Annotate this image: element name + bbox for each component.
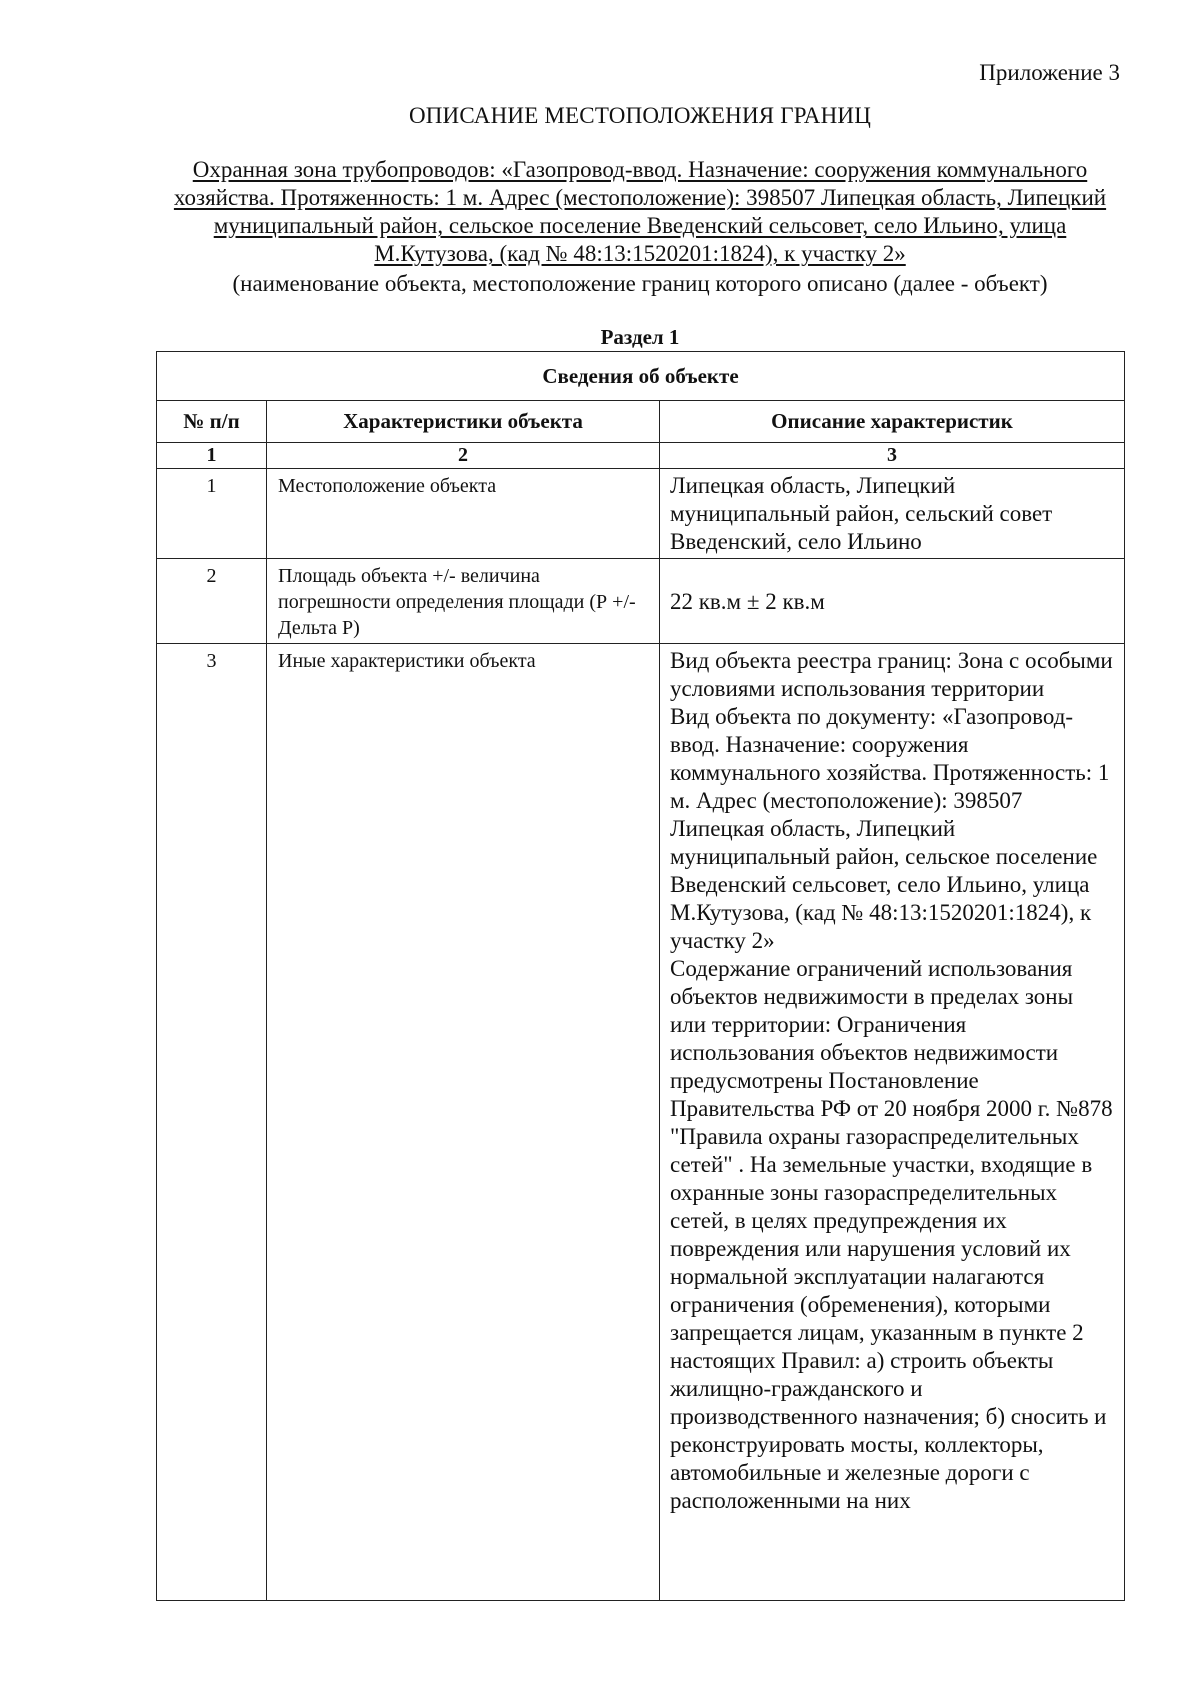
table-title: Сведения об объекте	[157, 352, 1125, 401]
object-name-line: М.Кутузова, (кад № 48:13:1520201:1824), к участку 2»	[374, 241, 906, 266]
row-characteristic: Площадь объекта +/- величина погрешности определения площади (Р +/- Дельта Р)	[267, 559, 660, 644]
row-characteristic: Иные характеристики объекта	[267, 644, 660, 1601]
row-description	[660, 559, 1125, 644]
row-description	[660, 469, 1125, 559]
object-name	[140, 156, 1140, 268]
description-paragraph: Липецкая область, Липецкий муниципальный район, сельский совет Введенский, село Ильино	[670, 473, 1053, 554]
column-header-characteristic: Характеристики объекта	[267, 401, 660, 443]
row-number: 2	[157, 559, 267, 644]
row-characteristic: Местоположение объекта	[267, 469, 660, 559]
description-paragraph: Вид объекта по документу: «Газопровод-ввод. Назначение: сооружения коммунального хозяйства. Протяженность: 1 м. Адрес (местоположение): 398507 Липецкая область, Липецкий муниципальный район, сельское поселение Введенский сельсовет, село Ильино, улица М.Кутузова, (кад № 48:13:1520201:1824), к участку 2»	[670, 704, 1110, 953]
column-number: 3	[660, 443, 1125, 469]
column-header-number: № п/п	[157, 401, 267, 443]
column-number: 2	[267, 443, 660, 469]
description-paragraph: 22 кв.м ± 2 кв.м	[670, 588, 825, 614]
description-paragraph: Содержание ограничений использования объектов недвижимости в пределах зоны или территории: Ограничения использования объектов недвижимости предусмотрены Постановление Правительства РФ от 20 ноября 2000 г. №878 "Правила охраны газораспределительных сетей" . На земельные участки, входящие в охранные зоны газораспределительных сетей, в целях предупреждения их повреждения или нарушения условий их нормальной эксплуатации налагаются ограничения (обременения), которыми запрещается лицам, указанным в пункте 2 настоящих Правил: а) строить объекты жилищно-гражданского и производственного назначения; б) сносить и реконструировать мосты, коллекторы, автомобильные и железные дороги с расположенными на них	[670, 956, 1113, 1513]
section-title: Раздел 1	[600, 325, 680, 349]
row-description	[660, 644, 1125, 1601]
row-number: 3	[157, 644, 267, 1601]
row-number: 1	[157, 469, 267, 559]
object-name-line: муниципальный район, сельское поселение Введенский сельсовет, село Ильино, улица	[213, 213, 1067, 238]
column-number: 1	[157, 443, 267, 469]
table-row	[157, 644, 1125, 1601]
appendix-label: Приложение 3	[979, 60, 1120, 85]
description-paragraph: Вид объекта реестра границ: Зона с особыми условиями использования территории	[670, 648, 1113, 701]
object-name-line: хозяйства. Протяженность: 1 м. Адрес (местоположение): 398507 Липецкая область, Липецкий	[173, 185, 1107, 210]
document-title: ОПИСАНИЕ МЕСТОПОЛОЖЕНИЯ ГРАНИЦ	[408, 103, 872, 128]
table-row	[157, 559, 1125, 644]
table-row	[157, 469, 1125, 559]
object-name-line: Охранная зона трубопроводов: «Газопровод-ввод. Назначение: сооружения коммунального	[192, 157, 1088, 182]
object-info-table	[156, 351, 1125, 1601]
column-header-description: Описание характеристик	[660, 401, 1125, 443]
object-caption: (наименование объекта, местоположение границ которого описано (далее - объект)	[232, 271, 1048, 296]
